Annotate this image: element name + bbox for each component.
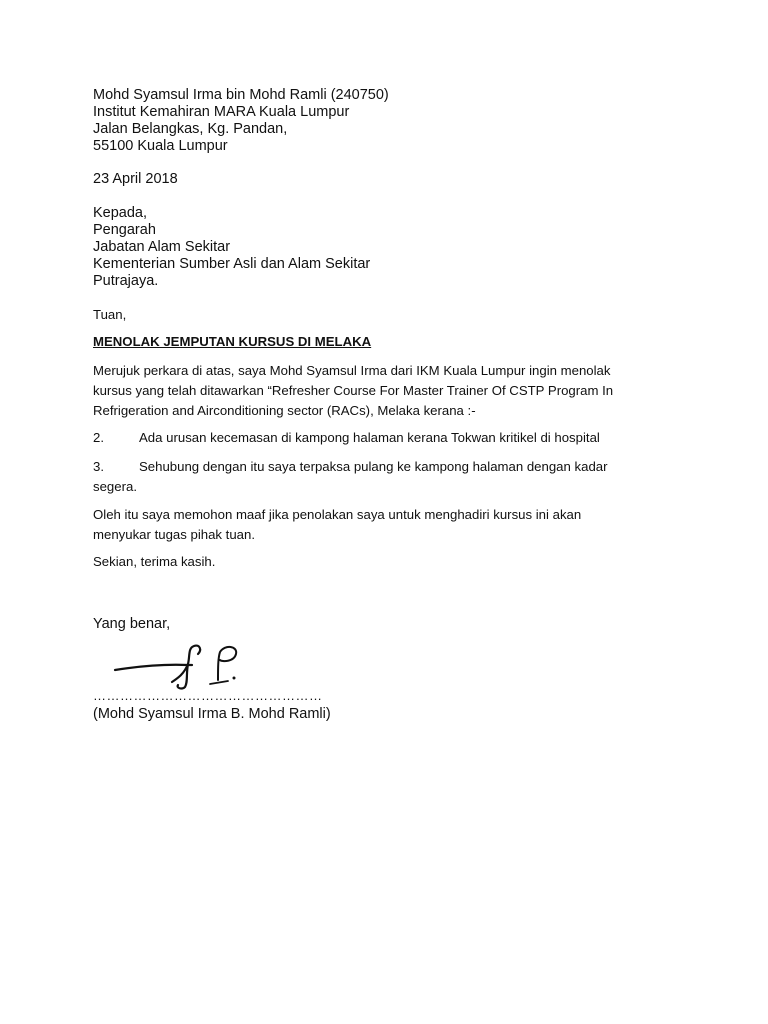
point-2 [93,428,693,448]
paragraph-1-line-3: Refrigeration and Airconditioning sector (RACs), Melaka kerana :- [93,403,476,418]
recipient-address-block [93,205,693,290]
signature-line: …………………………………………… [93,688,323,703]
sender-name: Mohd Syamsul Irma bin Mohd Ramli (240750) [93,87,389,103]
recipient-department: Jabatan Alam Sekitar [93,239,231,255]
closing-phrase: Yang benar, [93,616,171,632]
paragraph-4-line-1: Oleh itu saya memohon maaf jika penolakan saya untuk menghadiri kursus ini akan [93,507,582,522]
point-2-text: Ada urusan kecemasan di kampong halaman kerana Tokwan kritikel di hospital [139,430,600,445]
recipient-ministry: Kementerian Sumber Asli dan Alam Sekitar [93,256,371,272]
paragraph-4 [93,505,693,545]
closing-thanks: Sekian, terima kasih. [93,554,216,569]
point-3-number: 3. [93,459,104,474]
point-2-number: 2. [93,430,104,445]
sender-institution: Institut Kemahiran MARA Kuala Lumpur [93,104,350,120]
paragraph-4-line-2: menyukar tugas pihak tuan. [93,527,256,542]
paragraph-1-line-1: Merujuk perkara di atas, saya Mohd Syamsul Irma dari IKM Kuala Lumpur ingin menolak [93,363,611,378]
letter-subject: MENOLAK JEMPUTAN KURSUS DI MELAKA [93,334,372,349]
sender-address-line2: 55100 Kuala Lumpur [93,138,228,154]
handwritten-signature [110,640,270,694]
recipient-city: Putrajaya. [93,273,159,289]
paragraph-1 [93,361,693,421]
paragraph-1-line-2: kursus yang telah ditawarkan “Refresher Course For Master Trainer Of CSTP Program In [93,383,614,398]
sender-address-line1: Jalan Belangkas, Kg. Pandan, [93,121,288,137]
point-3-text-line-1: Sehubung dengan itu saya terpaksa pulang ke kampong halaman dengan kadar [139,459,608,474]
sender-address-block [93,87,693,155]
signer-name: (Mohd Syamsul Irma B. Mohd Ramli) [93,706,331,722]
letter-date: 23 April 2018 [93,171,178,187]
point-3-text-line-2: segera. [93,479,137,494]
recipient-greeting: Kepada, [93,205,148,221]
recipient-title: Pengarah [93,222,156,238]
salutation: Tuan, [93,307,127,322]
point-3 [93,457,693,497]
